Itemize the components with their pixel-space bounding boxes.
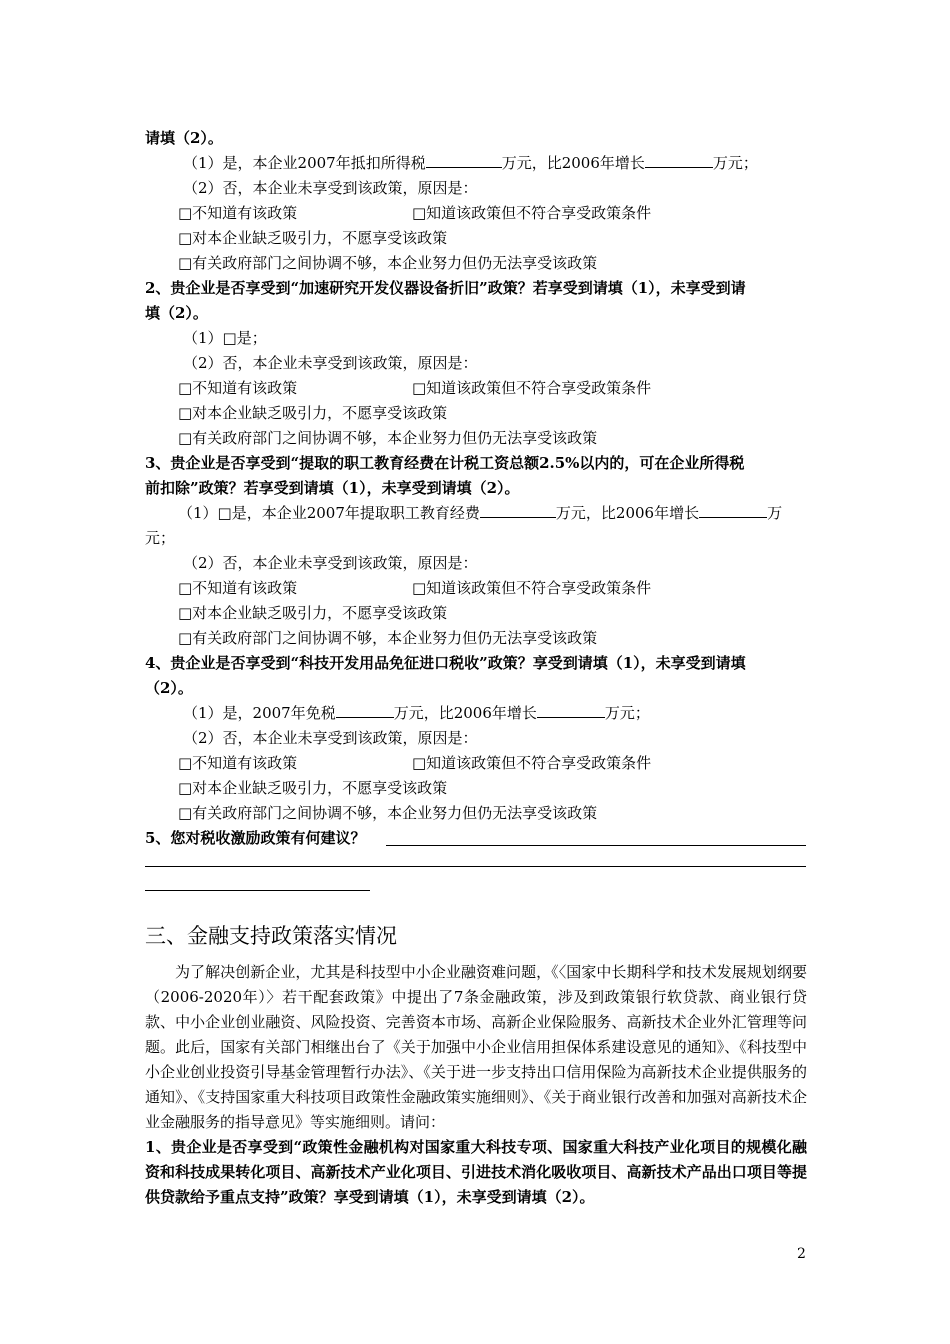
checkbox-reason-coordination[interactable]: □有关政府部门之间协调不够，本企业努力但仍无法享受该政策: [178, 429, 598, 447]
checkbox-reason-unaware[interactable]: □不知道有该政策: [178, 204, 298, 222]
checkbox-reason-unaware[interactable]: □不知道有该政策: [178, 379, 298, 397]
blank-field[interactable]: [645, 152, 713, 168]
checkbox-reason-unaware[interactable]: □不知道有该政策: [178, 754, 298, 772]
checkbox-reason-ineligible[interactable]: □知道该政策但不符合享受政策条件: [412, 579, 652, 597]
checkbox-reason-coordination[interactable]: □有关政府部门之间协调不够，本企业努力但仍无法享受该政策: [178, 629, 598, 647]
blank-field[interactable]: [426, 152, 502, 168]
section-heading: 三、金融支持政策落实情况: [145, 924, 397, 948]
q3-option-yes: （1）□是，本企业2007年提取职工教育经费 万元，比2006年增长 万: [178, 504, 783, 522]
section-intro-paragraph: 为了解决创新企业，尤其是科技型中小企业融资难问题，《〈国家中长期科学和技术发展规划纲要（2006-2020年）〉若干配套政策》中提出了7条金融政策，涉及到政策银行软贷款、商业银行贷款、中小企业创业融资、风险投资、完善资本市场、高新企业保险服务、高新技术企业外汇管理等问题。此后，国家有关部门相继出台了《关于加强中小企业信用担保体系建设意见的通知》、《科技型中小企业创业投资引导基金管理暂行办法》、《关于进一步支持出口信用保险为高新技术企业提供服务的通知》、《支持国家重大科技项目政策性金融政策实施细则》、《关于商业银行改善和加强对高新技术企业金融服务的指导意见》等实施细则。请问：: [145, 963, 807, 1131]
checkbox-reason-ineligible[interactable]: □知道该政策但不符合享受政策条件: [412, 204, 652, 222]
question-4-cont: （2）。: [145, 679, 193, 697]
blank-field[interactable]: [699, 502, 767, 518]
page-number: 2: [797, 1246, 806, 1262]
checkbox-reason-coordination[interactable]: □有关政府部门之间协调不够，本企业努力但仍无法享受该政策: [178, 804, 598, 822]
q4-option-yes: （1）是，2007年免税 万元，比2006年增长 万元；: [183, 704, 650, 722]
checkbox-reason-unattractive[interactable]: □对本企业缺乏吸引力，不愿享受该政策: [178, 604, 448, 622]
q2-reason-row: [178, 377, 778, 399]
q4-reason-row: [178, 752, 778, 774]
suggestion-line[interactable]: [145, 890, 370, 891]
checkbox-reason-unattractive[interactable]: □对本企业缺乏吸引力，不愿享受该政策: [178, 229, 448, 247]
q4-option-no: （2）否，本企业未享受到该政策，原因是：: [183, 729, 478, 747]
checkbox-reason-unattractive[interactable]: □对本企业缺乏吸引力，不愿享受该政策: [178, 404, 448, 422]
question-5: 5、您对税收激励政策有何建议？: [145, 829, 366, 847]
question-4: 4、贵企业是否享受到“科技开发用品免征进口税收”政策？享受到请填（1），未享受到请填: [145, 654, 746, 672]
q2-option-no: （2）否，本企业未享受到该政策，原因是：: [183, 354, 478, 372]
suggestion-line[interactable]: [386, 845, 806, 846]
finance-question-1: 1、贵企业是否享受到“政策性金融机构对国家重大科技专项、国家重大科技产业化项目的规模化融资和科技成果转化项目、高新技术产业化项目、引进技术消化吸收项目、高新技术产品出口项目等提供贷款给予重点支持”政策？享受到请填（1），未享受到请填（2）。: [145, 1138, 807, 1206]
checkbox-reason-unattractive[interactable]: □对本企业缺乏吸引力，不愿享受该政策: [178, 779, 448, 797]
question-3-cont: 前扣除”政策？若享受到请填（1），未享受到请填（2）。: [145, 479, 520, 497]
question-1-tail: 请填（2）。: [145, 129, 223, 147]
q1-reason-row: [178, 202, 778, 224]
suggestion-line[interactable]: [145, 866, 806, 867]
checkbox-reason-unaware[interactable]: □不知道有该政策: [178, 579, 298, 597]
checkbox-reason-ineligible[interactable]: □知道该政策但不符合享受政策条件: [412, 379, 652, 397]
checkbox-q2-yes[interactable]: （1）□是；: [183, 329, 267, 347]
blank-field[interactable]: [537, 702, 605, 718]
blank-field[interactable]: [336, 702, 394, 718]
question-3: 3、贵企业是否享受到“提取的职工教育经费在计税工资总额2.5%以内的，可在企业所得税: [145, 454, 745, 472]
blank-field[interactable]: [480, 502, 556, 518]
checkbox-reason-ineligible[interactable]: □知道该政策但不符合享受政策条件: [412, 754, 652, 772]
q3-option-no: （2）否，本企业未享受到该政策，原因是：: [183, 554, 478, 572]
q3-reason-row: [178, 577, 778, 599]
question-2-cont: 填（2）。: [145, 304, 208, 322]
question-2: 2、贵企业是否享受到“加速研究开发仪器设备折旧”政策？若享受到请填（1），未享受到请: [145, 279, 746, 297]
q1-option-no: （2）否，本企业未享受到该政策，原因是：: [183, 179, 478, 197]
checkbox-reason-coordination[interactable]: □有关政府部门之间协调不够，本企业努力但仍无法享受该政策: [178, 254, 598, 272]
q3-option-yes-cont: 元；: [145, 529, 176, 547]
q1-option-yes: （1）是，本企业2007年抵扣所得税 万元，比2006年增长 万元；: [183, 154, 758, 172]
